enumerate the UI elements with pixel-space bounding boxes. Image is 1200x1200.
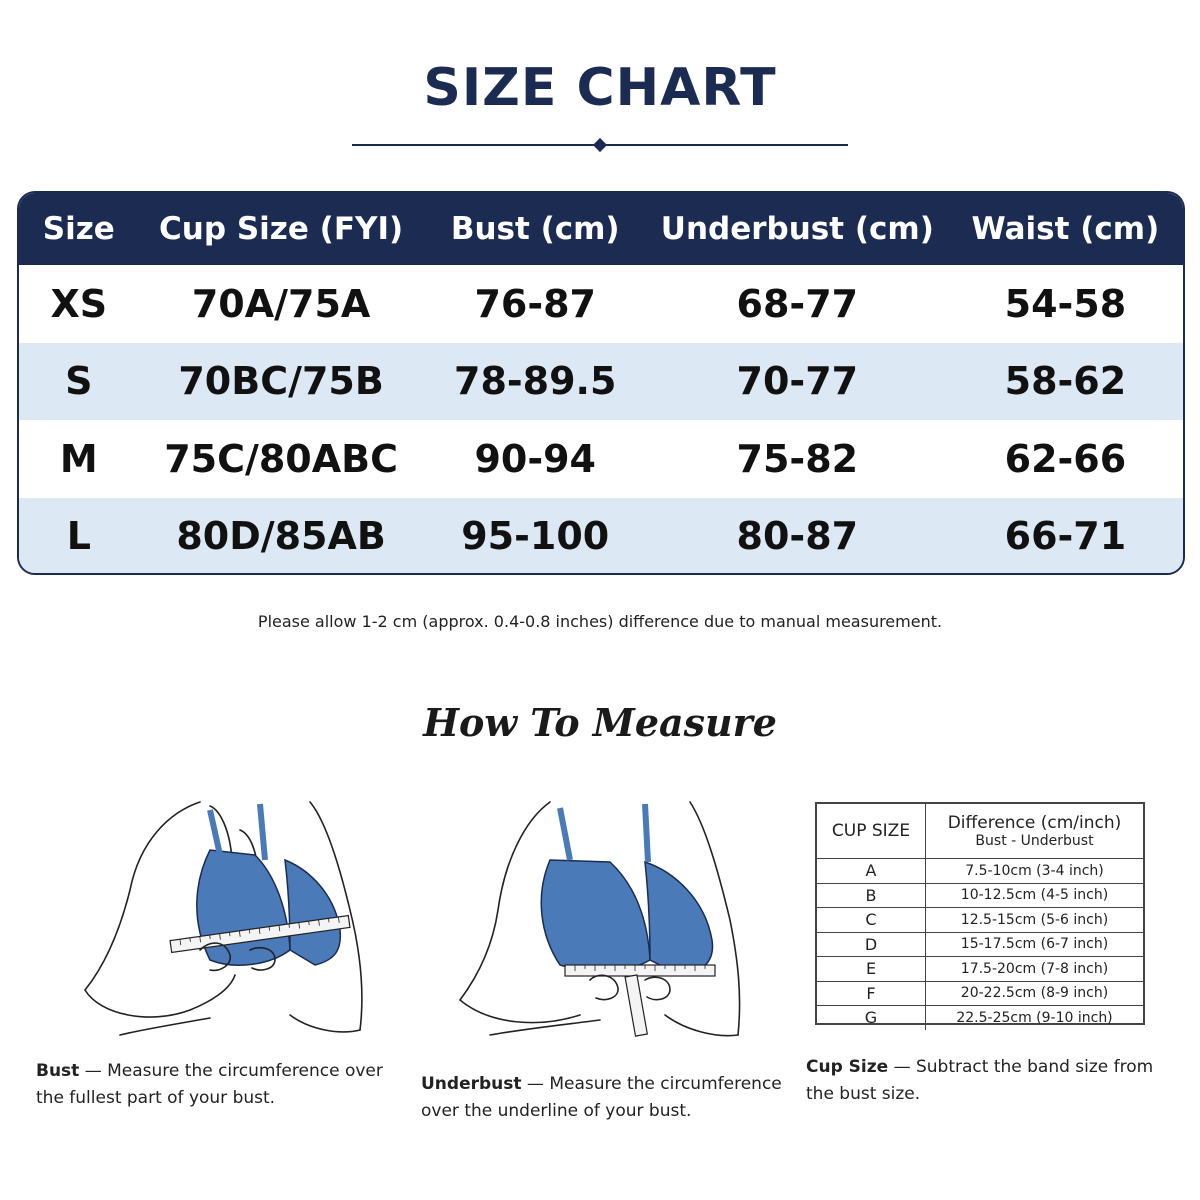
cell-cup: 80D/85AB <box>176 514 386 559</box>
bra-right-cup <box>645 862 713 975</box>
cell-size: S <box>65 359 93 404</box>
cup-letter: E <box>817 957 926 981</box>
cup-difference: 12.5-15cm (5-6 inch) <box>960 911 1109 928</box>
underbust-caption-text: — Measure the circumference over the underline of your bust. <box>421 1074 782 1121</box>
cell-underbust: 75-82 <box>736 436 859 481</box>
cup-header-right <box>926 804 1143 858</box>
cell-size: M <box>59 436 98 481</box>
bra-left-cup <box>197 850 290 965</box>
header-bust: Bust (cm) <box>450 211 620 247</box>
table-row <box>19 498 1183 576</box>
cup-size-table <box>815 802 1145 1028</box>
cell-waist: 54-58 <box>1004 281 1127 326</box>
header-waist: Waist (cm) <box>971 211 1160 247</box>
table-row <box>19 265 1183 343</box>
how-to-measure-title: How To Measure <box>423 700 777 745</box>
page-title: SIZE CHART <box>423 58 777 118</box>
bust-caption-term: Bust <box>36 1061 80 1081</box>
table-row <box>817 884 1143 909</box>
cell-size: L <box>66 514 91 559</box>
header-cup-size: Cup Size (FYI) <box>159 211 404 247</box>
bust-caption-text: — Measure the circumference over the fullest part of your bust. <box>36 1061 383 1108</box>
bust-caption <box>36 1058 396 1112</box>
table-row <box>817 1006 1143 1030</box>
table-row <box>19 343 1183 421</box>
table-row <box>817 933 1143 958</box>
table-row <box>817 957 1143 982</box>
table-row <box>817 908 1143 933</box>
cell-waist: 58-62 <box>1004 359 1127 404</box>
cell-cup: 75C/80ABC <box>164 436 398 481</box>
underbust-caption-term: Underbust <box>421 1074 522 1094</box>
bust-measure-illustration <box>60 800 390 1040</box>
measurement-note: Please allow 1-2 cm (approx. 0.4-0.8 inches) difference due to manual measurement. <box>257 612 943 631</box>
cup-difference: 7.5-10cm (3-4 inch) <box>965 862 1104 879</box>
header-size: Size <box>42 211 115 247</box>
underbust-caption <box>421 1071 791 1125</box>
cup-difference: 17.5-20cm (7-8 inch) <box>960 960 1109 977</box>
cup-letter: C <box>817 908 926 932</box>
bra-left-cup <box>541 860 650 971</box>
size-table-header <box>19 193 1183 265</box>
size-chart-table <box>17 191 1185 575</box>
cell-waist: 66-71 <box>1004 514 1127 559</box>
bra-right-cup <box>285 860 340 965</box>
cup-table-header <box>817 804 1143 859</box>
cell-bust: 90-94 <box>474 436 596 481</box>
table-row <box>817 982 1143 1007</box>
cup-letter: A <box>817 859 926 883</box>
table-row <box>817 859 1143 884</box>
cell-underbust: 68-77 <box>736 281 859 326</box>
cup-header-formula: Bust - Underbust <box>975 833 1094 849</box>
cup-header-left: CUP SIZE <box>817 804 926 858</box>
cup-letter: G <box>817 1006 926 1030</box>
title-divider-diamond <box>593 138 607 152</box>
table-row <box>19 420 1183 498</box>
tape-measure <box>565 965 715 976</box>
cell-bust: 95-100 <box>461 514 610 559</box>
cup-header-difference: Difference (cm/inch) <box>947 813 1122 833</box>
cell-underbust: 80-87 <box>736 514 859 559</box>
cell-underbust: 70-77 <box>736 359 859 404</box>
cell-cup: 70A/75A <box>191 281 371 326</box>
cup-size-caption <box>806 1054 1176 1108</box>
cell-bust: 76-87 <box>474 281 596 326</box>
cup-difference: 20-22.5cm (8-9 inch) <box>960 985 1109 1002</box>
cell-size: XS <box>50 281 108 326</box>
cup-difference: 15-17.5cm (6-7 inch) <box>960 936 1109 953</box>
cup-letter: B <box>817 884 926 908</box>
cell-bust: 78-89.5 <box>454 359 617 404</box>
cup-letter: D <box>817 933 926 957</box>
header-underbust: Underbust (cm) <box>660 211 934 247</box>
cup-letter: F <box>817 982 926 1006</box>
cup-difference: 22.5-25cm (9-10 inch) <box>956 1009 1113 1026</box>
cell-waist: 62-66 <box>1004 436 1127 481</box>
cell-cup: 70BC/75B <box>178 359 384 404</box>
cup-size-caption-text: — Subtract the band size from the bust size. <box>806 1057 1154 1104</box>
underbust-measure-illustration <box>430 800 770 1040</box>
cup-size-caption-term: Cup Size <box>806 1057 889 1077</box>
cup-difference: 10-12.5cm (4-5 inch) <box>960 887 1109 904</box>
